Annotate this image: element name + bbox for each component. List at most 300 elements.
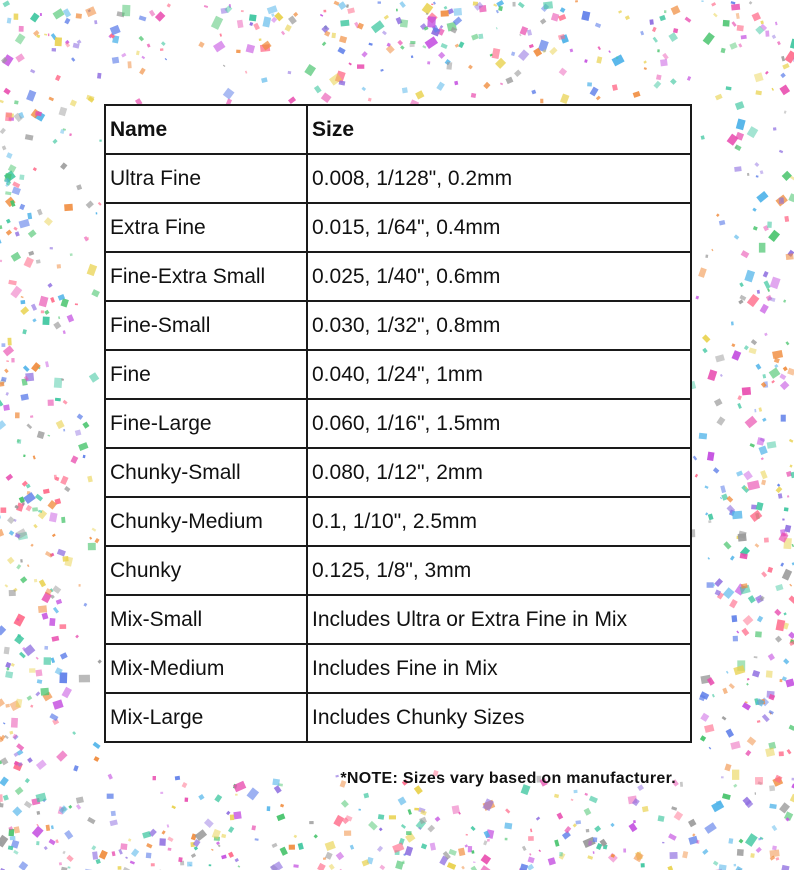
glitter-speck <box>93 742 101 749</box>
glitter-speck <box>5 662 11 668</box>
glitter-speck <box>235 794 238 796</box>
glitter-speck <box>70 253 73 256</box>
glitter-speck <box>55 398 61 402</box>
glitter-speck <box>3 404 10 410</box>
glitter-speck <box>361 87 366 92</box>
glitter-speck <box>14 14 19 20</box>
glitter-speck <box>729 683 735 689</box>
glitter-speck <box>56 750 67 761</box>
glitter-speck <box>259 38 262 41</box>
glitter-speck <box>27 213 32 220</box>
glitter-speck <box>790 794 794 804</box>
glitter-speck <box>57 264 61 268</box>
glitter-speck <box>514 70 522 78</box>
glitter-speck <box>46 825 50 831</box>
glitter-speck <box>713 13 718 18</box>
table-row <box>105 350 691 399</box>
glitter-speck <box>314 834 318 838</box>
glitter-speck <box>361 51 367 57</box>
glitter-speck <box>433 2 436 5</box>
glitter-speck <box>495 58 506 69</box>
glitter-speck <box>560 7 566 13</box>
glitter-speck <box>85 6 96 17</box>
glitter-speck <box>96 212 98 214</box>
glitter-speck <box>146 853 152 859</box>
glitter-speck <box>750 510 763 522</box>
glitter-speck <box>587 855 593 860</box>
glitter-speck <box>34 579 37 582</box>
glitter-speck <box>471 34 479 41</box>
glitter-speck <box>0 777 9 787</box>
glitter-speck <box>51 636 59 642</box>
glitter-speck <box>402 87 408 93</box>
glitter-speck <box>35 669 42 676</box>
glitter-speck <box>6 360 9 362</box>
glitter-speck <box>52 534 56 538</box>
glitter-speck <box>735 101 745 110</box>
glitter-speck <box>167 3 171 7</box>
glitter-speck <box>204 818 214 828</box>
glitter-speck <box>762 418 766 422</box>
glitter-speck <box>768 230 780 242</box>
glitter-speck <box>766 670 773 677</box>
glitter-speck <box>789 465 792 468</box>
glitter-speck <box>461 866 465 870</box>
glitter-speck <box>19 219 30 228</box>
glitter-speck <box>729 42 737 50</box>
glitter-speck <box>783 612 786 615</box>
glitter-speck <box>125 857 128 860</box>
glitter-speck <box>734 166 742 172</box>
glitter-speck <box>447 862 456 870</box>
glitter-speck <box>121 53 126 58</box>
glitter-speck <box>787 368 794 376</box>
glitter-speck <box>431 4 433 5</box>
glitter-speck <box>185 798 189 802</box>
glitter-speck <box>338 1 347 10</box>
glitter-speck <box>49 618 55 626</box>
glitter-speck <box>696 840 699 844</box>
glitter-speck <box>298 843 304 850</box>
glitter-speck <box>20 306 29 315</box>
glitter-speck <box>131 848 139 857</box>
glitter-speck <box>779 751 784 756</box>
glitter-speck <box>0 803 4 807</box>
glitter-speck <box>756 502 764 511</box>
glitter-speck <box>716 416 725 425</box>
glitter-speck <box>732 770 739 780</box>
glitter-speck <box>331 33 336 39</box>
glitter-speck <box>751 339 757 345</box>
glitter-speck <box>496 0 504 7</box>
glitter-speck <box>6 474 14 481</box>
glitter-speck <box>441 43 448 49</box>
glitter-speck <box>63 8 71 17</box>
glitter-speck <box>20 394 28 401</box>
glitter-speck <box>52 699 63 709</box>
glitter-speck <box>4 735 9 739</box>
glitter-speck <box>19 26 24 32</box>
glitter-speck <box>775 636 782 643</box>
glitter-speck <box>483 840 487 845</box>
glitter-speck <box>87 817 95 824</box>
glitter-speck <box>714 398 723 406</box>
glitter-speck <box>62 687 72 699</box>
glitter-speck <box>5 584 9 588</box>
glitter-speck <box>253 23 260 30</box>
glitter-speck <box>73 765 78 771</box>
glitter-speck <box>721 48 726 54</box>
glitter-speck <box>83 603 87 607</box>
glitter-speck <box>596 96 601 101</box>
glitter-speck <box>14 634 24 644</box>
glitter-speck <box>53 607 59 614</box>
glitter-speck <box>25 134 34 140</box>
glitter-speck <box>3 795 9 801</box>
glitter-speck <box>214 794 222 802</box>
size-table <box>104 104 692 743</box>
glitter-speck <box>36 841 39 845</box>
glitter-speck <box>685 17 692 23</box>
glitter-speck <box>612 54 625 66</box>
glitter-speck <box>785 50 794 63</box>
glitter-speck <box>787 495 789 497</box>
glitter-speck <box>339 36 347 44</box>
glitter-speck <box>527 864 534 870</box>
glitter-speck <box>11 252 21 262</box>
glitter-speck <box>223 65 226 67</box>
table-row <box>105 546 691 595</box>
glitter-speck <box>779 85 790 96</box>
glitter-speck <box>454 8 463 16</box>
glitter-speck <box>204 5 208 8</box>
glitter-speck <box>211 16 223 30</box>
glitter-speck <box>745 416 758 428</box>
glitter-speck <box>643 60 647 63</box>
glitter-speck <box>379 865 385 870</box>
glitter-speck <box>187 862 192 867</box>
glitter-speck <box>782 63 789 69</box>
glitter-speck <box>86 201 94 209</box>
glitter-speck <box>788 595 794 603</box>
glitter-speck <box>78 442 88 451</box>
glitter-speck <box>708 514 714 521</box>
glitter-speck <box>721 776 724 778</box>
glitter-speck <box>713 861 719 866</box>
glitter-speck <box>662 842 664 843</box>
glitter-speck <box>23 365 30 372</box>
glitter-speck <box>481 854 492 864</box>
glitter-speck <box>400 19 408 27</box>
table-row <box>105 154 691 203</box>
glitter-speck <box>446 62 452 70</box>
glitter-speck <box>347 8 355 14</box>
glitter-speck <box>528 857 535 864</box>
glitter-speck <box>772 350 783 359</box>
glitter-speck <box>733 636 738 642</box>
glitter-speck <box>530 829 532 833</box>
glitter-speck <box>702 348 707 354</box>
glitter-speck <box>12 181 20 188</box>
glitter-speck <box>422 45 426 49</box>
glitter-speck <box>178 857 182 862</box>
glitter-speck <box>752 12 761 21</box>
glitter-speck <box>776 619 786 631</box>
glitter-speck <box>221 834 226 838</box>
glitter-speck <box>733 784 737 788</box>
glitter-speck <box>70 100 77 107</box>
glitter-speck <box>724 764 731 772</box>
glitter-speck <box>720 374 723 377</box>
glitter-speck <box>95 538 100 543</box>
glitter-speck <box>483 82 490 89</box>
glitter-speck <box>36 824 38 826</box>
glitter-speck <box>64 486 70 492</box>
glitter-speck <box>752 208 756 212</box>
glitter-speck <box>738 533 747 541</box>
glitter-speck <box>48 34 49 37</box>
glitter-speck <box>720 485 726 493</box>
glitter-speck <box>736 119 746 131</box>
glitter-speck <box>787 749 792 754</box>
glitter-speck <box>14 614 26 627</box>
glitter-speck <box>734 864 737 866</box>
glitter-speck <box>784 525 791 533</box>
glitter-speck <box>141 56 145 59</box>
glitter-speck <box>520 26 529 35</box>
glitter-speck <box>151 863 155 866</box>
glitter-speck <box>23 492 36 504</box>
glitter-speck <box>438 52 445 59</box>
glitter-speck <box>574 790 578 793</box>
glitter-speck <box>784 216 789 222</box>
glitter-speck <box>29 668 35 673</box>
glitter-speck <box>47 283 52 288</box>
glitter-speck <box>640 31 644 36</box>
glitter-speck <box>167 837 173 842</box>
glitter-speck <box>0 400 3 407</box>
glitter-speck <box>4 369 9 374</box>
glitter-speck <box>711 2 716 6</box>
glitter-speck <box>737 395 742 400</box>
glitter-speck <box>707 369 717 381</box>
glitter-speck <box>281 31 285 35</box>
glitter-speck <box>771 380 775 384</box>
glitter-speck <box>66 855 73 862</box>
glitter-speck <box>735 866 743 870</box>
glitter-speck <box>285 24 292 32</box>
glitter-speck <box>87 476 93 483</box>
glitter-speck <box>776 857 780 860</box>
glitter-speck <box>505 77 513 85</box>
glitter-speck <box>79 675 90 683</box>
glitter-speck <box>471 850 474 853</box>
glitter-speck <box>63 400 68 405</box>
glitter-speck <box>76 804 81 810</box>
glitter-speck <box>496 27 498 29</box>
glitter-speck <box>280 804 284 808</box>
glitter-speck <box>780 73 786 78</box>
glitter-speck <box>701 135 705 140</box>
glitter-speck <box>62 851 65 855</box>
glitter-speck <box>39 579 46 587</box>
glitter-speck <box>518 2 525 9</box>
glitter-speck <box>653 37 658 43</box>
glitter-speck <box>5 112 12 121</box>
glitter-speck <box>27 564 30 567</box>
glitter-speck <box>658 815 665 822</box>
glitter-speck <box>111 811 116 816</box>
glitter-speck <box>653 81 661 89</box>
glitter-speck <box>768 297 776 302</box>
column-header-name: Name <box>105 105 307 154</box>
glitter-speck <box>2 343 6 347</box>
glitter-speck <box>750 443 755 447</box>
glitter-speck <box>730 741 740 750</box>
glitter-speck <box>96 859 101 864</box>
glitter-speck <box>24 257 34 268</box>
glitter-speck <box>36 811 40 815</box>
glitter-speck <box>757 437 765 446</box>
glitter-speck <box>764 333 768 336</box>
glitter-speck <box>755 631 762 637</box>
glitter-speck <box>747 294 760 307</box>
glitter-speck <box>711 800 724 812</box>
glitter-speck <box>734 234 740 239</box>
glitter-speck <box>780 563 784 567</box>
glitter-speck <box>33 455 36 459</box>
glitter-speck <box>245 71 247 74</box>
glitter-speck <box>31 304 37 311</box>
glitter-speck <box>767 567 773 573</box>
glitter-speck <box>44 646 48 650</box>
glitter-speck <box>51 825 54 829</box>
glitter-speck <box>737 403 742 409</box>
glitter-speck <box>44 846 48 850</box>
glitter-speck <box>783 300 786 303</box>
glitter-speck <box>757 616 763 623</box>
glitter-speck <box>280 847 288 856</box>
glitter-speck <box>9 530 15 535</box>
glitter-speck <box>586 829 590 833</box>
glitter-speck <box>77 414 83 420</box>
glitter-speck <box>76 797 84 804</box>
glitter-speck <box>397 40 403 46</box>
glitter-speck <box>16 743 24 751</box>
glitter-speck <box>760 470 768 479</box>
glitter-speck <box>487 839 490 842</box>
glitter-speck <box>668 32 678 42</box>
glitter-speck <box>262 16 271 27</box>
glitter-speck <box>382 31 387 36</box>
glitter-speck <box>7 557 15 565</box>
glitter-speck <box>378 1 381 3</box>
cell-size: Includes Fine in Mix <box>307 644 691 693</box>
glitter-speck <box>83 455 86 458</box>
glitter-speck <box>19 204 25 210</box>
glitter-speck <box>13 850 18 855</box>
glitter-speck <box>57 549 66 557</box>
glitter-speck <box>772 35 776 40</box>
glitter-speck <box>30 415 33 418</box>
glitter-speck <box>15 412 20 418</box>
glitter-speck <box>742 702 751 710</box>
glitter-speck <box>75 430 82 437</box>
glitter-speck <box>742 387 751 395</box>
glitter-speck <box>344 831 351 836</box>
cell-name: Fine <box>105 350 307 399</box>
glitter-speck <box>53 8 65 19</box>
glitter-speck <box>758 407 762 412</box>
glitter-speck <box>97 659 101 663</box>
glitter-speck <box>783 658 789 664</box>
glitter-speck <box>47 435 50 437</box>
glitter-speck <box>37 431 45 439</box>
glitter-speck <box>590 87 599 97</box>
glitter-speck <box>130 861 135 865</box>
glitter-speck <box>118 849 123 855</box>
glitter-speck <box>31 362 41 372</box>
glitter-speck <box>759 243 766 253</box>
glitter-speck <box>757 720 761 723</box>
glitter-speck <box>703 32 715 45</box>
glitter-speck <box>519 864 528 870</box>
glitter-speck <box>348 62 351 65</box>
glitter-speck <box>309 821 313 824</box>
glitter-speck <box>24 801 32 809</box>
glitter-speck <box>414 808 419 811</box>
glitter-speck <box>698 267 707 277</box>
glitter-speck <box>731 615 737 622</box>
glitter-speck <box>688 819 696 827</box>
glitter-speck <box>505 838 508 841</box>
glitter-speck <box>770 277 781 289</box>
glitter-speck <box>8 338 12 346</box>
glitter-speck <box>715 354 725 362</box>
glitter-speck <box>739 839 744 844</box>
glitter-speck <box>149 10 155 17</box>
glitter-speck <box>304 64 316 76</box>
glitter-speck <box>702 849 708 855</box>
glitter-speck <box>593 851 595 854</box>
glitter-speck <box>0 529 4 538</box>
table-row <box>105 497 691 546</box>
glitter-speck <box>4 647 10 655</box>
glitter-speck <box>741 35 747 39</box>
glitter-speck <box>559 852 563 857</box>
cell-name: Chunky-Medium <box>105 497 307 546</box>
glitter-speck <box>782 518 784 520</box>
glitter-speck <box>713 467 719 473</box>
glitter-speck <box>723 20 730 27</box>
glitter-speck <box>444 6 448 10</box>
glitter-speck <box>191 853 196 858</box>
glitter-speck <box>454 81 458 85</box>
glitter-speck <box>538 850 541 853</box>
glitter-speck <box>726 86 732 90</box>
glitter-speck <box>49 512 58 522</box>
glitter-speck <box>755 777 763 785</box>
glitter-speck <box>458 41 464 48</box>
glitter-speck <box>40 13 42 16</box>
glitter-speck <box>736 631 739 634</box>
glitter-speck <box>68 805 72 809</box>
cell-name: Chunky-Small <box>105 448 307 497</box>
glitter-speck <box>230 815 234 821</box>
glitter-speck <box>775 22 778 26</box>
glitter-speck <box>755 90 761 95</box>
glitter-speck <box>584 59 588 63</box>
